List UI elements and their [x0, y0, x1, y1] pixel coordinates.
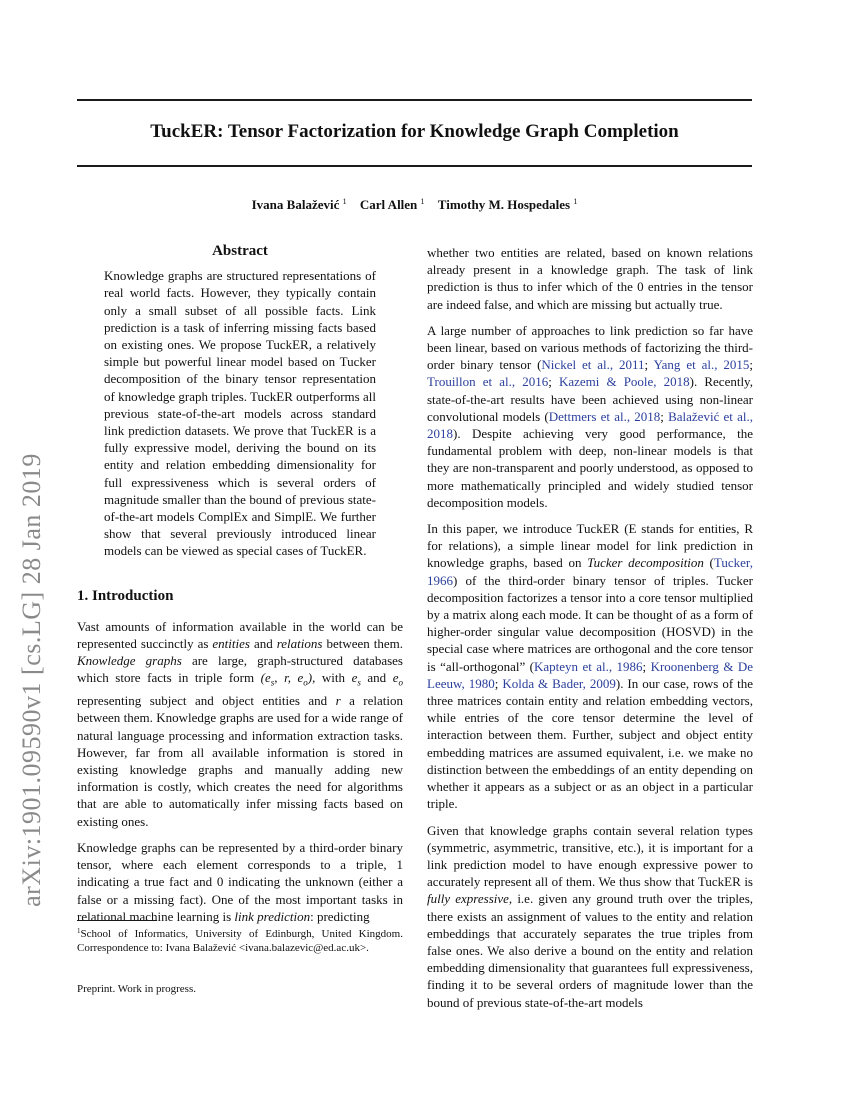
author-2	[360, 197, 425, 212]
author-name: Timothy M. Hospedales	[437, 197, 571, 212]
title-bottom-rule	[77, 165, 752, 167]
author-affiliation-mark: 1	[573, 197, 578, 206]
intro-paragraph-1: Vast amounts of information available in the world can be represented succinctly as entities and relations between them. Knowledge graphs are large, graph-structured databases which store facts in triple form ($e_s$, r, $e_o$), with $e_s$ and $e_o$ representing subject and object entities and r a relation between them. Knowledge graphs are used for a wide range of natural language processing and information extraction tasks. However, far from all available information is stored in existing knowledge graphs and manually adding new information is costly, which creates the need for algorithms that are able to automatically infer missing facts based on existing ones.	[77, 618, 403, 829]
author-3	[438, 197, 578, 212]
right-column	[427, 244, 753, 1011]
author-affiliation-mark: 1	[420, 197, 425, 206]
intro-paragraph-4: In this paper, we introduce TuckER (E stands for entities, R for relations), a simple linear model for link prediction in knowledge graphs, based on Tucker decomposition (Tucker, 1966) of the third-order binary tensor of triples. Tucker decomposition factorizes a tensor into a core tensor multiplied by a matrix along each mode. It can be thought of as a form of higher-order singular value decomposition (HOSVD) in the special case where matrices are orthogonal and the core tensor is “all-orthogonal” (Kapteyn et al., 1986; Kroonenberg & De Leeuw, 1980; Kolda & Bader, 2009). In our case, rows of the three matrices contain entity and relation embedding vectors, while entries of the core tensor determine the level of interaction between them. Further, subject and object entity embedding matrices are assumed equivalent, i.e. we make no distinction between the embeddings of an entity depending on whether it appears as a subject or as an object in a particular triple.	[427, 521, 753, 812]
object-symbol: $e_o$	[392, 670, 403, 689]
citation-link[interactable]: Kolda & Bader, 2009	[502, 675, 616, 691]
author-affiliation-mark: 1	[342, 197, 347, 206]
citation-link[interactable]: Trouillon et al., 2016	[427, 374, 549, 390]
footnote-rule	[77, 920, 157, 921]
paper-title: TuckER: Tensor Factorization for Knowledge Graph Completion	[150, 121, 679, 142]
author-list	[77, 197, 752, 213]
author-name: Carl Allen	[359, 197, 418, 212]
intro-paragraph-3: A large number of approaches to link prediction so far have been linear, based on various methods of factorizing the third-order binary tensor (Nickel et al., 2011; Yang et al., 2015; Trouillon et al., 2016; Kazemi & Poole, 2018). Recently, state-of-the-art results have been achieved using non-linear convolutional models (Dettmers et al., 2018; Balažević et al., 2018). Despite achieving very good performance, the fundamental problem with deep, non-linear models is that they are non-transparent and poorly understood, as opposed to more mathematically principled and widely studied tensor decomposition models.	[427, 322, 754, 510]
citation-link[interactable]: Yang et al., 2015	[653, 357, 750, 373]
footnote-text: School of Informatics, University of Edinburgh, United Kingdom. Correspondence to: Ivana Balažević <ivana.balazevic@ed.ac.uk>.	[77, 928, 403, 954]
abstract-heading: Abstract	[212, 243, 268, 259]
arxiv-stamp-text: arXiv:1901.09590v1 [cs.LG] 28 Jan 2019	[17, 453, 46, 907]
title-top-rule	[77, 99, 752, 101]
citation-link[interactable]: Kroonenberg & De Leeuw, 1980	[427, 658, 753, 691]
citation-link[interactable]: Dettmers et al., 2018	[548, 408, 661, 424]
author-name: Ivana Balažević	[251, 197, 340, 212]
citation-link[interactable]: Balažević et al., 2018	[427, 408, 753, 442]
citation-link[interactable]: Kazemi & Poole, 2018	[558, 374, 690, 390]
intro-paragraph-5: Given that knowledge graphs contain several relation types (symmetric, asymmetric, transitive, etc.), it is important for a link prediction model to have enough expressive power to accurately represent all of them. We thus show that TuckER is fully expressive, i.e. given any ground truth over the triples, there exists an assignment of values to the entity and relation embeddings that accurately separates the true triples from false ones. We also derive a bound on the entity and relation embedding dimensionality that guarantees full expressiveness, finding it to be several orders of magnitude lower than the bound of previous state-of-the-art models	[427, 822, 754, 1010]
abstract-body: Knowledge graphs are structured representations of real world facts. However, they typically contain only a small subset of all possible facts. Link prediction is a task of inferring missing facts based on existing ones. We propose TuckER, a relatively simple but powerful linear model based on Tucker decomposition of the binary tensor representation of knowledge graph triples. TuckER outperforms all previous state-of-the-art models across standard link prediction datasets. We prove that TuckER is a fully expressive model, deriving the bound on its entity and relation embedding dimensionality for full expressiveness which is several orders of magnitude smaller than the bound of previous state-of-the-art models ComplEx and SimplE. We further show that several previously introduced linear models can be viewed as special cases of TuckER.	[104, 268, 376, 559]
section-heading-introduction: 1. Introduction	[77, 587, 174, 604]
citation-link[interactable]: Kapteyn et al., 1986	[534, 658, 643, 674]
footnote-mark: 1	[77, 927, 81, 935]
intro-paragraph-2: Knowledge graphs can be represented by a third-order binary tensor, where each element corresponds to a triple, 1 indicating a true fact and 0 indicating the unknown (either a false or a missing fact). One of the most important tasks in relational machine learning is link prediction: predicting	[77, 839, 403, 924]
preprint-note: Preprint. Work in progress.	[77, 983, 196, 995]
footnote-affiliation	[77, 924, 403, 955]
citation-link[interactable]: Tucker, 1966	[427, 555, 753, 588]
triple-formula: ($e_s$, r, $e_o$)	[260, 670, 313, 689]
left-column	[77, 243, 403, 925]
subject-symbol: $e_s$	[351, 670, 361, 689]
author-1	[252, 197, 347, 212]
intro-paragraph-continued: whether two entities are related, based on known relations already present in a knowledge graph. The task of link prediction is thus to infer which of the 0 entries in the tensor are indeed false, and which are missing but actually true.	[427, 245, 753, 312]
citation-link[interactable]: Nickel et al., 2011	[541, 357, 645, 373]
relation-symbol: r	[335, 693, 341, 709]
